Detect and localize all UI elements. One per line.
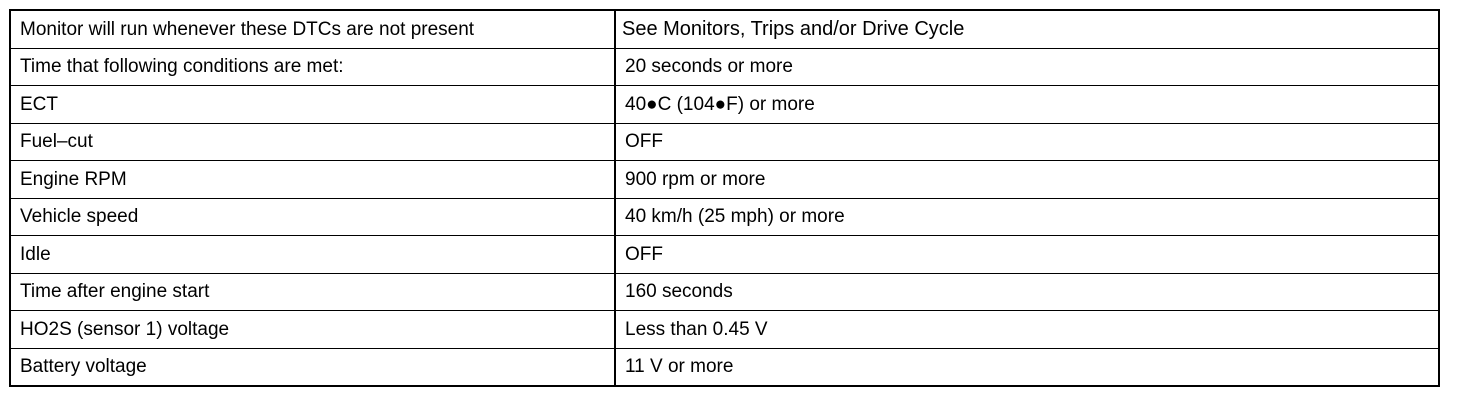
condition-value: OFF <box>615 236 1439 274</box>
monitor-conditions-table <box>9 9 1440 387</box>
table-row <box>10 311 1439 349</box>
table-row <box>10 161 1439 199</box>
table-row <box>10 86 1439 124</box>
table-row <box>10 48 1439 86</box>
condition-label: Fuel–cut <box>10 123 615 161</box>
condition-value: 40●C (104●F) or more <box>615 86 1439 124</box>
condition-label: HO2S (sensor 1) voltage <box>10 311 615 349</box>
condition-value: See Monitors, Trips and/or Drive Cycle <box>615 10 1439 48</box>
condition-value: Less than 0.45 V <box>615 311 1439 349</box>
condition-value: 160 seconds <box>615 273 1439 311</box>
table-row <box>10 10 1439 48</box>
table-row <box>10 236 1439 274</box>
condition-value: 40 km/h (25 mph) or more <box>615 198 1439 236</box>
table-row <box>10 198 1439 236</box>
table-row <box>10 348 1439 386</box>
condition-value: 11 V or more <box>615 348 1439 386</box>
condition-label: Engine RPM <box>10 161 615 199</box>
condition-value: 20 seconds or more <box>615 48 1439 86</box>
condition-value: 900 rpm or more <box>615 161 1439 199</box>
condition-label: Idle <box>10 236 615 274</box>
condition-label: Vehicle speed <box>10 198 615 236</box>
condition-label: Time that following conditions are met: <box>10 48 615 86</box>
condition-value: OFF <box>615 123 1439 161</box>
table-row <box>10 123 1439 161</box>
condition-label: Time after engine start <box>10 273 615 311</box>
condition-label: ECT <box>10 86 615 124</box>
condition-label: Battery voltage <box>10 348 615 386</box>
condition-label: Monitor will run whenever these DTCs are not present <box>10 10 615 48</box>
table-row <box>10 273 1439 311</box>
